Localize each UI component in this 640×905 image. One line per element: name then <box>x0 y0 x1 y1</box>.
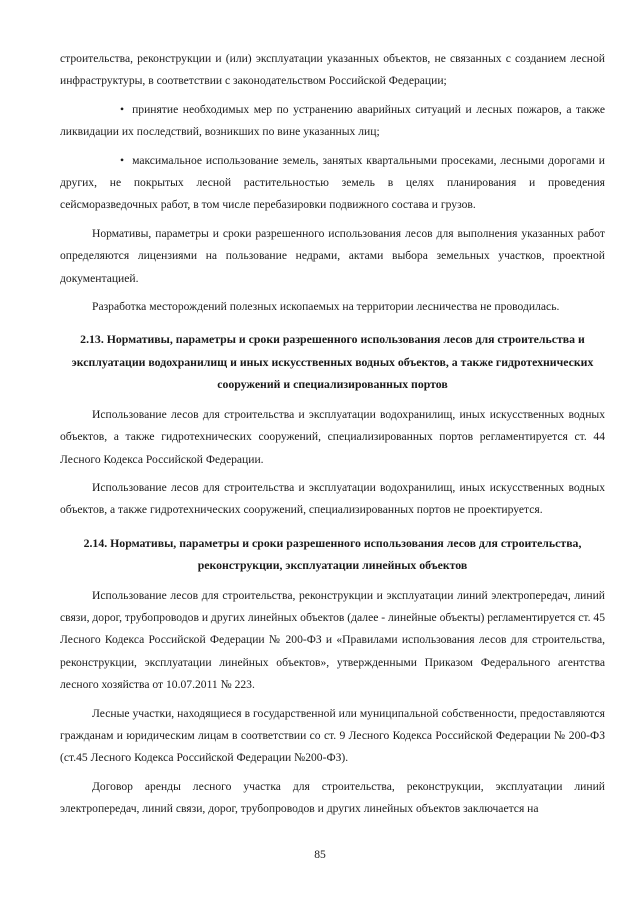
bullet-icon: • <box>120 102 125 116</box>
section-heading-2-13: 2.13. Нормативы, параметры и сроки разрешенного использования лесов для строительства и эксплуатации водохранилищ и иных искусственных водных объектов, а также гидротехнических сооружений и специализированных портов <box>71 332 594 392</box>
body-paragraph: Использование лесов для строительства и эксплуатации водохранилищ, иных искусственных водных объектов, а также гидротехнических сооружений, специализированных портов не проектируется. <box>60 480 605 517</box>
body-paragraph: Нормативы, параметры и сроки разрешенного использования лесов для выполнения указанных работ определяются лицензиями на пользование недрами, актами выбора земельных участков, проектной документацией. <box>60 226 605 285</box>
body-paragraph: Разработка месторождений полезных ископаемых на территории лесничества не проводилась. <box>92 300 560 314</box>
bullet-text: принятие необходимых мер по устранению аварийных ситуаций и лесных пожаров, а также ликвидации их последствий, возникших по вине указанных лиц; <box>60 102 605 139</box>
body-paragraph: Лесные участки, находящиеся в государственной или муниципальной собственности, предоставляются гражданам и юридическим лицам в соответствии со ст. 9 Лесного Кодекса Российской Федерации № 200-ФЗ (ст.45 Лесного Кодекса Российской Федерации №200-ФЗ). <box>60 706 605 765</box>
continuation-paragraph: строительства, реконструкции и (или) эксплуатации указанных объектов, не связанных с созданием лесной инфраструктуры, в соответствии с законодательством Российской Федерации; <box>60 52 605 88</box>
section-heading-2-14: 2.14. Нормативы, параметры и сроки разрешенного использования лесов для строительства, реконструкции, эксплуатации линейных объектов <box>83 535 582 573</box>
body-paragraph: Договор аренды лесного участка для строительства, реконструкции, эксплуатации линий электропередач, линий связи, дорог, трубопроводов и других линейных объектов заключается на <box>60 779 605 816</box>
bullet-item <box>60 99 605 144</box>
body-paragraph: Использование лесов для строительства и эксплуатации водохранилищ, иных искусственных водных объектов, а также гидротехнических сооружений, специализированных портов регламентируется ст. 44 Лесного Кодекса Российской Федерации. <box>60 407 605 466</box>
bullet-item <box>60 150 605 217</box>
bullet-text: максимальное использование земель, занятых квартальными просеками, лесными дорогами и других, не покрытых лесной растительностью земель в целях планирования и проведения сейсморазведочных работ, в том числе перебазировки подвижного состава и грузов. <box>60 153 605 212</box>
page-number: 85 <box>314 848 326 861</box>
bullet-icon: • <box>120 153 125 167</box>
page-body <box>60 48 605 821</box>
body-paragraph: Использование лесов для строительства, реконструкции и эксплуатации линий электропередач, линий связи, дорог, трубопроводов и других линейных объектов (далее - линейные объекты) регламентируется ст. 45 Лесного Кодекса Российской Федерации № 200-ФЗ и «Правилами использования лесов для строительства, реконструкции, эксплуатации линейных объектов», утвержденными Приказом Федерального агентства лесного хозяйства от 10.07.2011 № 223. <box>60 588 605 692</box>
